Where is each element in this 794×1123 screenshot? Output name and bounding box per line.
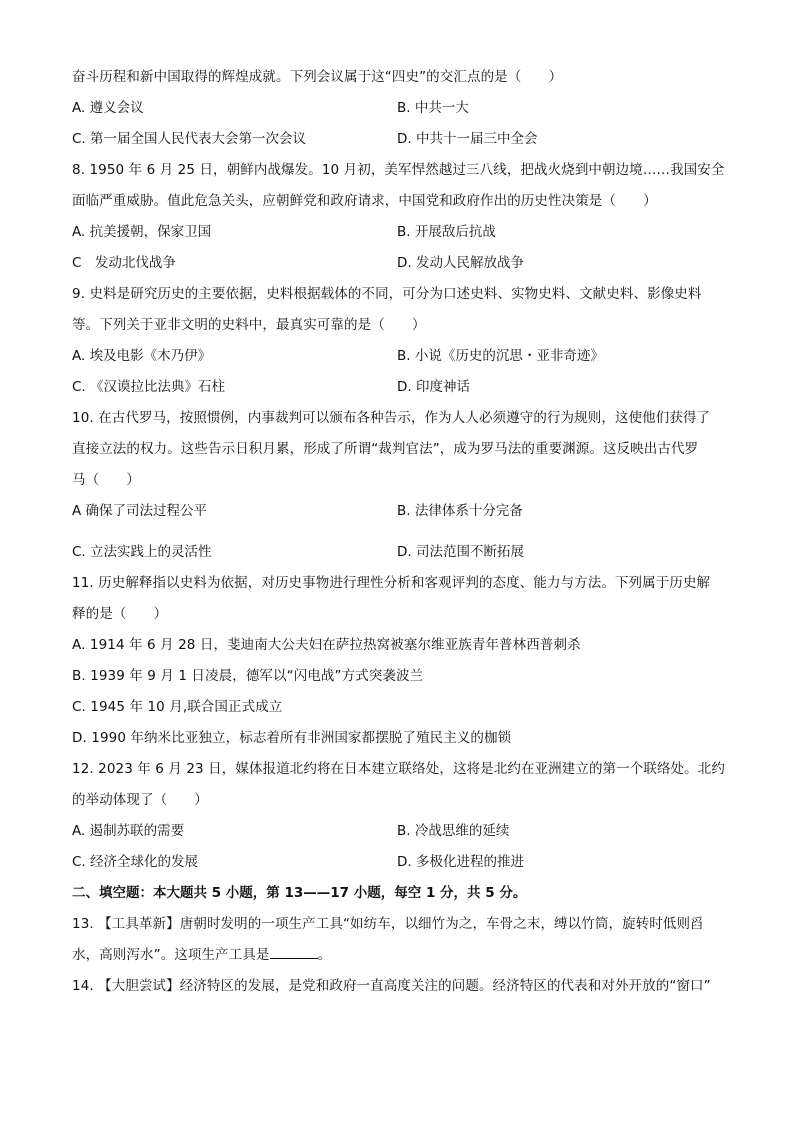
section-heading: 二、填空题：本大题共 5 小题，第 13——17 小题，每空 1 分，共 5 分。 xyxy=(72,885,527,901)
q7-option-b: B. 中共一大 xyxy=(397,100,469,116)
q13-answer-blank[interactable] xyxy=(270,945,318,959)
q11-option-d: D. 1990 年纳米比亚独立，标志着所有非洲国家都摆脱了殖民主义的枷锁 xyxy=(72,730,512,746)
q12-option-d: D. 多极化进程的推进 xyxy=(397,854,524,870)
q9-options-row2 xyxy=(72,372,724,403)
q12-options-row2 xyxy=(72,847,724,878)
exam-page xyxy=(72,62,724,1002)
q11-stem-line2: 释的是（ ） xyxy=(72,606,168,622)
q8-stem-line2: 面临严重威胁。值此危急关头，应朝鲜党和政府请求，中国党和政府作出的历史性决策是（ ） xyxy=(72,193,657,209)
q10-option-a: A 确保了司法过程公平 xyxy=(72,503,208,519)
q11-stem-line1: 11. 历史解释指以史料为依据，对历史事物进行理性分析和客观评判的态度、能力与方法。下列属于历史解 xyxy=(72,575,711,591)
q13-stem-line2 xyxy=(72,940,724,971)
q12-option-b: B. 冷战思维的延续 xyxy=(397,823,510,839)
spacer xyxy=(72,527,724,537)
q10-stem-line3: 马（ ） xyxy=(72,472,140,488)
q9-stem-line2: 等。下列关于亚非文明的史料中，最真实可靠的是（ ） xyxy=(72,317,426,333)
q12-options-row1 xyxy=(72,816,724,847)
q10-option-d: D. 司法范围不断拓展 xyxy=(397,544,524,560)
q12-option-a: A. 遏制苏联的需要 xyxy=(72,823,185,839)
q12-option-c: C. 经济全球化的发展 xyxy=(72,854,199,870)
q7-options-row2 xyxy=(72,124,724,155)
q11-option-b: B. 1939 年 9 月 1 日凌晨，德军以“闪电战”方式突袭波兰 xyxy=(72,668,424,684)
q8-options-row1 xyxy=(72,217,724,248)
q10-stem-line2: 直接立法的权力。这些告示日积月累，形成了所谓“裁判官法”，成为罗马法的重要渊源。这反映出古代罗 xyxy=(72,441,699,457)
q8-option-b: B. 开展敌后抗战 xyxy=(397,224,496,240)
q10-option-c: C. 立法实践上的灵活性 xyxy=(72,544,212,560)
q12-stem-line1: 12. 2023 年 6 月 23 日，媒体报道北约将在日本建立联络处，这将是北约在亚洲建立的第一个联络处。北约 xyxy=(72,761,725,777)
q8-option-d: D. 发动人民解放战争 xyxy=(397,255,524,271)
q13-stem-line1: 13. 【工具革新】唐朝时发明的一项生产工具“如纺车，以细竹为之，车骨之末，缚以竹筒，旋转时低则舀 xyxy=(72,916,704,932)
q9-options-row1 xyxy=(72,341,724,372)
q11-option-a: A. 1914 年 6 月 28 日，斐迪南大公夫妇在萨拉热窝被塞尔维亚族青年普林西普刺杀 xyxy=(72,637,581,653)
q13-text-after-blank: 。 xyxy=(317,947,332,963)
q12-stem-line2: 的举动体现了（ ） xyxy=(72,792,208,808)
q11-option-c: C. 1945 年 10 月,联合国正式成立 xyxy=(72,699,283,715)
q9-stem-line1: 9. 史料是研究历史的主要依据，史料根据载体的不同，可分为口述史料、实物史料、文献史料、影像史料 xyxy=(72,286,702,302)
q10-option-b: B. 法律体系十分完备 xyxy=(397,503,523,519)
q10-options-row2 xyxy=(72,537,724,568)
q9-option-c: C. 《汉谟拉比法典》石柱 xyxy=(72,379,226,395)
q7-option-c: C. 第一届全国人民代表大会第一次会议 xyxy=(72,131,307,147)
q10-stem-line1: 10. 在古代罗马，按照惯例，内事裁判可以颁布各种告示，作为人人必须遵守的行为规则，这使他们获得了 xyxy=(72,410,711,426)
q10-options-row1 xyxy=(72,496,724,527)
q9-option-b: B. 小说《历史的沉思・亚非奇迹》 xyxy=(397,348,604,364)
q14-stem-line1: 14. 【大胆尝试】经济特区的发展，是党和政府一直高度关注的问题。经济特区的代表和对外开放的“窗口” xyxy=(72,978,711,994)
q8-stem-line1: 8. 1950 年 6 月 25 日，朝鲜内战爆发。10 月初，美军悍然越过三八线，把战火烧到中朝边境……我国安全 xyxy=(72,162,725,178)
q7-stem: 奋斗历程和新中国取得的辉煌成就。下列会议属于这“四史”的交汇点的是（ ） xyxy=(72,69,563,85)
q8-option-c: C 发动北伐战争 xyxy=(72,255,176,271)
q7-options-row1 xyxy=(72,93,724,124)
q9-option-a: A. 埃及电影《木乃伊》 xyxy=(72,348,212,364)
q8-options-row2 xyxy=(72,248,724,279)
q8-option-a: A. 抗美援朝，保家卫国 xyxy=(72,224,212,240)
q9-option-d: D. 印度神话 xyxy=(397,379,470,395)
q13-text-before-blank: 水，高则泻水”。这项生产工具是 xyxy=(72,947,270,963)
q7-option-d: D. 中共十一届三中全会 xyxy=(397,131,538,147)
q7-option-a: A. 遵义会议 xyxy=(72,100,144,116)
